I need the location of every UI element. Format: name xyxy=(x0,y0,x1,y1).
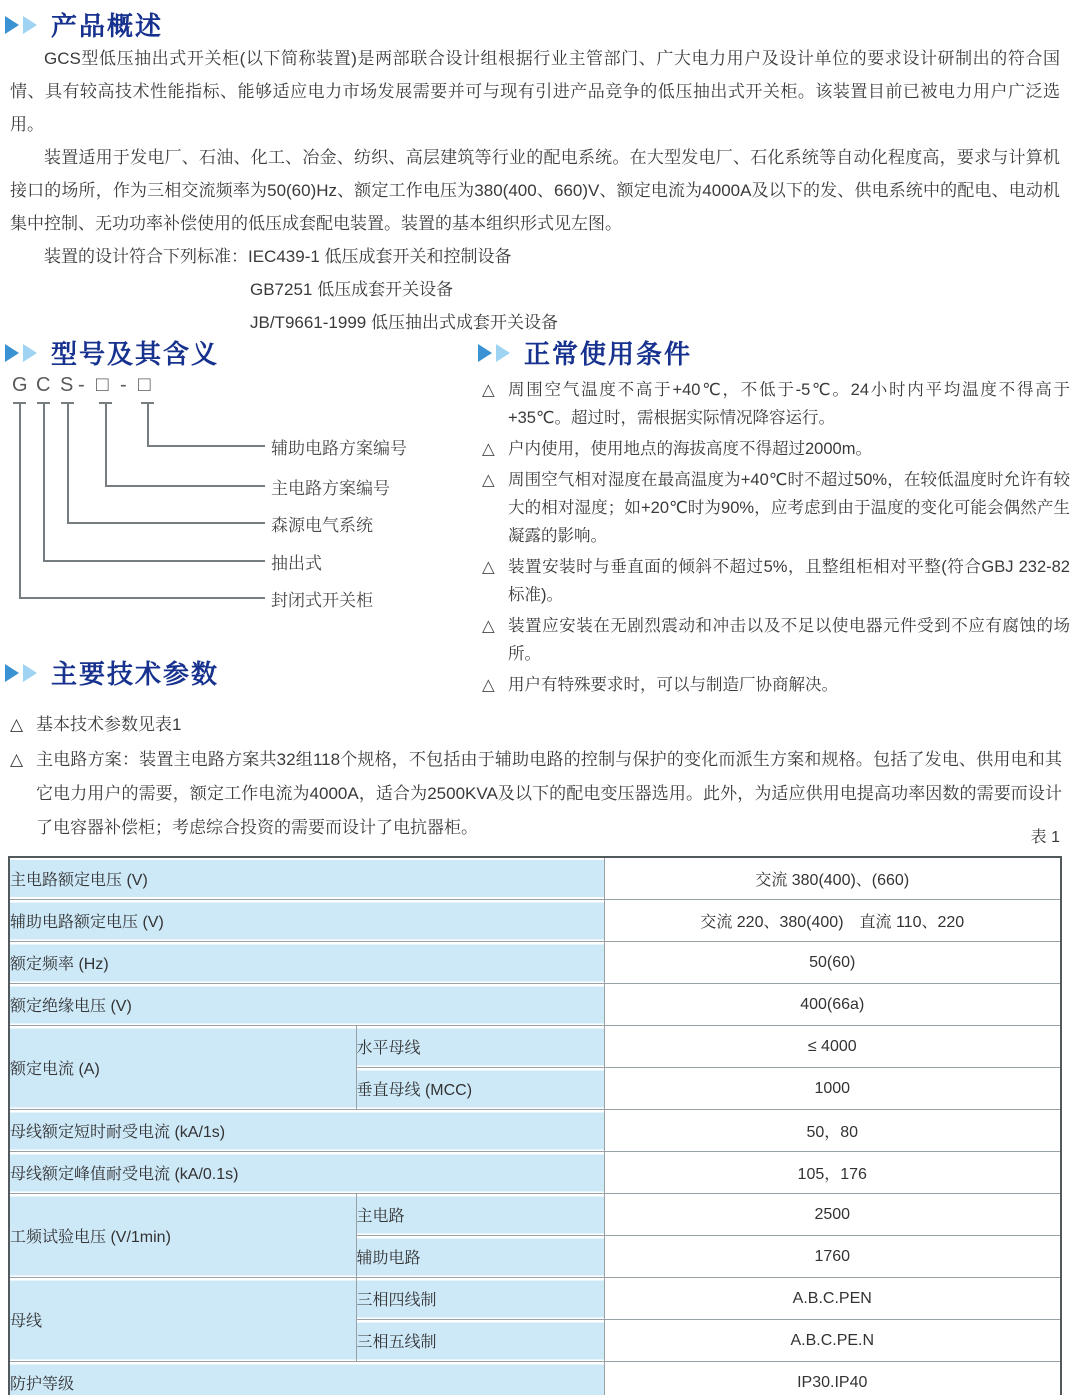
model-code-box-icon: □ xyxy=(96,373,109,396)
row-value-cell: IP30.IP40 xyxy=(604,1362,1061,1395)
triangle-bullet-icon: △ xyxy=(482,471,495,489)
section-header-tech-params xyxy=(5,654,219,691)
section-header-overview xyxy=(5,6,163,43)
row-value-cell: A.B.C.PE.N xyxy=(604,1320,1061,1362)
row-value-cell: 400(66a) xyxy=(604,984,1061,1026)
table-row xyxy=(9,1110,1061,1152)
row-label-cell: 额定频率 (Hz) xyxy=(9,942,604,984)
triangle-bullet-icon: △ xyxy=(482,558,495,576)
conditions-list xyxy=(482,376,1070,702)
row-label-cell: 母线 xyxy=(9,1278,356,1362)
condition-item xyxy=(482,376,1070,432)
row-sublabel-cell: 辅助电路 xyxy=(356,1236,604,1278)
callout-line xyxy=(19,404,265,599)
model-label: 森源电气系统 xyxy=(271,516,373,535)
overview-paragraph-2: 装置适用于发电厂、石油、化工、冶金、纺织、高层建筑等行业的配电系统。在大型发电厂、石化系统等自动化程度高，要求与计算机接口的场所，作为三相交流频率为50(60)Hz、额定工作电压为380(400、660)V、额定电流为4000A及以下的发、供电系统中的配电、电动机集中控制、无功功率补偿使用的低压成套配电装置。装置的基本组织形式见左图。 xyxy=(10,148,1060,233)
row-label-cell: 额定绝缘电压 (V) xyxy=(9,984,604,1026)
row-value-cell: 105，176 xyxy=(604,1152,1061,1194)
row-sublabel-cell: 水平母线 xyxy=(356,1026,604,1068)
triangle-bullet-icon: △ xyxy=(482,440,495,458)
row-label-cell: 母线额定峰值耐受电流 (kA/0.1s) xyxy=(9,1152,604,1194)
row-value-cell: ≤ 4000 xyxy=(604,1026,1061,1068)
overview-paragraph-1: GCS型低压抽出式开关柜(以下简称装置)是两部联合设计组根据行业主管部门、广大电力用户及设计单位的要求设计研制出的符合国情、具有较高技术性能指标、能够适应电力市场发展需要并可与现有引进产品竞争的低压抽出式开关柜。该装置目前已被电力用户广泛选用。 xyxy=(10,49,1060,134)
condition-text: 周围空气相对湿度在最高温度为+40℃时不超过50%，在较低温度时允许有较大的相对湿度；如+20℃时为90%，应考虑到由于温度的变化可能会偶然产生凝露的影响。 xyxy=(508,471,1070,545)
arrow-right-icon xyxy=(23,344,37,362)
condition-text: 装置应安装在无剧烈震动和冲击以及不足以使电器元件受到不应有腐蚀的场所。 xyxy=(508,617,1070,663)
condition-text: 用户有特殊要求时，可以与制造厂协商解决。 xyxy=(508,676,838,694)
row-label-cell: 母线额定短时耐受电流 (kA/1s) xyxy=(9,1110,604,1152)
row-sublabel-cell: 垂直母线 (MCC) xyxy=(356,1068,604,1110)
table-row xyxy=(9,857,1061,900)
row-value-cell: 50(60) xyxy=(604,942,1061,984)
table-row xyxy=(9,1026,1061,1068)
arrow-right-icon xyxy=(5,664,19,682)
model-label: 主电路方案编号 xyxy=(271,479,390,498)
condition-item xyxy=(482,612,1070,668)
row-value-cell: 1000 xyxy=(604,1068,1061,1110)
table-row xyxy=(9,1152,1061,1194)
triangle-bullet-icon: △ xyxy=(10,750,24,769)
triangle-bullet-icon: △ xyxy=(482,676,495,694)
arrow-right-icon xyxy=(478,344,492,362)
standard-item: GB7251 低压成套开关设备 xyxy=(250,280,454,299)
arrow-right-icon xyxy=(5,16,19,34)
row-value-cell: 50，80 xyxy=(604,1110,1061,1152)
model-code-dash: - xyxy=(78,374,85,396)
condition-text: 户内使用，使用地点的海拔高度不得超过2000m。 xyxy=(508,440,872,458)
table-row xyxy=(9,984,1061,1026)
arrow-right-icon xyxy=(5,344,19,362)
triangle-bullet-icon: △ xyxy=(482,381,495,399)
row-label-cell: 防护等级 xyxy=(9,1362,604,1395)
model-code-diagram xyxy=(8,372,470,624)
tech-params-table xyxy=(8,856,1062,1395)
model-code-char: C xyxy=(36,374,51,396)
table-row xyxy=(9,1194,1061,1236)
model-label: 封闭式开关柜 xyxy=(271,591,373,610)
row-label-cell: 主电路额定电压 (V) xyxy=(9,857,604,900)
arrow-right-icon xyxy=(23,664,37,682)
row-sublabel-cell: 三相五线制 xyxy=(356,1320,604,1362)
table-caption: 表 1 xyxy=(1030,829,1060,846)
row-label-cell: 额定电流 (A) xyxy=(9,1026,356,1110)
row-sublabel-cell: 主电路 xyxy=(356,1194,604,1236)
tech-note-text: 主电路方案：装置主电路方案共32组118个规格，不包括由于辅助电路的控制与保护的变化而派生方案和规格。包括了发电、供用电和其它电力用户的需要，额定工作电流为4000A，适合为2500KVA及以下的配电变压器选用。此外，为适应供用电提高功率因数的需要而设计了电容器补偿柜；考虑综合投资的需要而设计了电抗器柜。 xyxy=(36,750,1062,837)
condition-item xyxy=(482,553,1070,609)
section-title-overview: 产品概述 xyxy=(51,11,164,41)
condition-item xyxy=(482,671,1070,699)
model-code-dash: - xyxy=(120,374,127,396)
model-code-char: S xyxy=(60,374,74,396)
table-row xyxy=(9,900,1061,942)
condition-item xyxy=(482,466,1070,550)
standard-item: JB/T9661-1999 低压抽出式成套开关设备 xyxy=(250,313,558,332)
triangle-bullet-icon: △ xyxy=(10,715,24,734)
tech-note-2 xyxy=(10,743,1062,845)
section-title-tech-params: 主要技术参数 xyxy=(51,659,220,689)
arrow-right-icon xyxy=(496,344,510,362)
row-value-cell: 交流 380(400)、(660) xyxy=(604,857,1061,900)
arrow-right-icon xyxy=(23,16,37,34)
section-header-conditions xyxy=(478,334,692,371)
table-row xyxy=(9,1278,1061,1320)
table-row xyxy=(9,942,1061,984)
section-header-model xyxy=(5,334,219,371)
model-code-char: G xyxy=(12,374,28,396)
model-label: 辅助电路方案编号 xyxy=(271,439,407,458)
model-label: 抽出式 xyxy=(271,554,322,573)
condition-text: 装置安装时与垂直面的倾斜不超过5%，且整组柜相对平整(符合GBJ 232-82标准)。 xyxy=(508,558,1070,604)
tech-note-text: 基本技术参数见表1 xyxy=(36,715,182,734)
model-code-box-icon: □ xyxy=(138,373,151,396)
row-value-cell: 1760 xyxy=(604,1236,1061,1278)
condition-text: 周围空气温度不高于+40℃，不低于-5℃。24小时内平均温度不得高于+35℃。超过时，需根据实际情况降容运行。 xyxy=(508,381,1070,427)
triangle-bullet-icon: △ xyxy=(482,617,495,635)
row-value-cell: 交流 220、380(400) 直流 110、220 xyxy=(604,900,1061,942)
row-sublabel-cell: 三相四线制 xyxy=(356,1278,604,1320)
row-label-cell: 工频试验电压 (V/1min) xyxy=(9,1194,356,1278)
condition-item xyxy=(482,435,1070,463)
row-label-cell: 辅助电路额定电压 (V) xyxy=(9,900,604,942)
tech-note-1 xyxy=(10,708,1062,742)
standards-intro: 装置的设计符合下列标准：IEC439-1 低压成套开关和控制设备 xyxy=(44,247,512,266)
section-title-conditions: 正常使用条件 xyxy=(524,339,693,369)
row-value-cell: 2500 xyxy=(604,1194,1061,1236)
section-title-model: 型号及其含义 xyxy=(51,339,220,369)
table-row xyxy=(9,1362,1061,1395)
row-value-cell: A.B.C.PEN xyxy=(604,1278,1061,1320)
